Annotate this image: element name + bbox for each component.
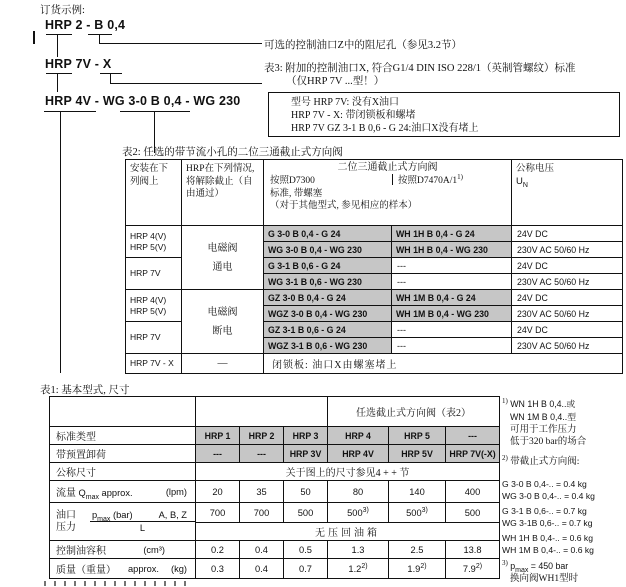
t2-model-cell: ---: [392, 338, 512, 354]
t2-model-cell: WH 1M B 0,4 - WG 230: [392, 306, 512, 322]
connector-line: [110, 73, 111, 83]
t1-row-label: 标准类型: [50, 427, 196, 445]
t1-value-cell: 0.5: [284, 541, 328, 559]
table-row: [126, 290, 623, 306]
t2-header-d7300: 按照D7300: [270, 175, 315, 186]
t1-type-cell: ---: [446, 427, 500, 445]
t2-header-d7470: 按照D7470A/1$^{1)}$: [398, 172, 463, 186]
t2-model-cell: WH 1H B 0,4 - G 24: [392, 226, 512, 242]
t1-empty-cell: [196, 397, 328, 427]
table3-note-line1: 表3: 附加的控制油口X, 符合G1/4 DIN ISO 228/1（英制管螺纹）标准: [264, 63, 576, 74]
table1-caption: 表1: 基本型式, 尺寸: [40, 385, 130, 396]
t1-value-cell: 0.3: [196, 559, 240, 579]
t1-type-cell: HRP 5V: [389, 445, 446, 463]
order-code-1: HRP 2 - B 0,4: [45, 18, 126, 32]
t2-model-cell: WH 1M B 0,4 - G 24: [392, 290, 512, 306]
connector-line: [57, 34, 58, 57]
t2-model-cell: WG 3-0 B 0,4 - WG 230: [264, 242, 392, 258]
t2-model-cell: WG 3-1 B 0,6 - WG 230: [264, 274, 392, 290]
t2-valve-group: HRP 4(V) HRP 5(V): [126, 290, 182, 322]
t2-model-cell: GZ 3-0 B 0,4 - G 24: [264, 290, 392, 306]
table-row: [50, 463, 500, 481]
table-row: [50, 445, 500, 463]
t2-mode-energized: 电磁阀 通电: [182, 226, 264, 290]
t1-value-cell: 2.5: [389, 541, 446, 559]
weight-line: WH 1H B 0,4-.. = 0.6 kg: [502, 533, 593, 543]
box-line-3: HRP 7V GZ 3-1 B 0,6 - G 24:油口X没有堵上: [291, 123, 479, 134]
margin-tick: [33, 31, 35, 44]
t2-mode-none: —: [182, 354, 264, 374]
t2-voltage-cell: 230V AC 50/60 Hz: [512, 242, 623, 258]
t1-value-cell: 500$^{3)}$: [328, 503, 389, 523]
t2-model-cell: ---: [392, 258, 512, 274]
t2-header-valve-types: [264, 160, 512, 226]
order-code-2: HRP 7V - X: [45, 57, 112, 71]
t1-value-cell: 0.4: [240, 541, 284, 559]
t1-row-label: 公称尺寸: [50, 463, 196, 481]
order-code-3: HRP 4V - WG 3-0 B 0,4 - WG 230: [45, 94, 241, 108]
t2-model-cell: WGZ 3-0 B 0,4 - WG 230: [264, 306, 392, 322]
footnote-3: $^{3)}$ $p_{max} = 450$ bar 换向阀WH1型时: [502, 558, 579, 584]
order-example-label: 订货示例:: [40, 5, 85, 16]
t2-header-line4: （对于其他型式, 参见相应的样本）: [270, 201, 418, 211]
t1-value-cell: 700: [240, 503, 284, 523]
t1-value-cell: 500: [284, 503, 328, 523]
t2-voltage-cell: 230V AC 50/60 Hz: [512, 306, 623, 322]
t2-model-cell: WGZ 3-1 B 0,6 - WG 230: [264, 338, 392, 354]
t1-value-cell: 500$^{3)}$: [389, 503, 446, 523]
t1-value-cell: 700: [196, 503, 240, 523]
connector-line: [46, 73, 72, 74]
t1-type-cell: HRP 1: [196, 427, 240, 445]
t1-type-cell: HRP 5: [389, 427, 446, 445]
t2-header-title: 二位三通截止式方向阀: [337, 162, 438, 173]
t1-type-cell: ---: [240, 445, 284, 463]
t2-model-cell: GZ 3-1 B 0,6 - G 24: [264, 322, 392, 338]
t2-header-voltage: 公称电压 $U_N$: [512, 160, 623, 226]
t2-voltage-cell: 24V DC: [512, 258, 623, 274]
t2-model-cell: G 3-1 B 0,6 - G 24: [264, 258, 392, 274]
t1-type-cell: HRP 4V: [328, 445, 389, 463]
connector-line: [88, 34, 112, 35]
t2-valve-group: HRP 4(V) HRP 5(V): [126, 226, 182, 258]
t1-row-label: 控制油容积 (cm³): [50, 541, 196, 559]
t1-type-cell: HRP 4: [328, 427, 389, 445]
table-row: [50, 397, 500, 427]
connector-line: [100, 73, 122, 74]
t1-tank-return-note: 无压回油箱: [196, 523, 500, 541]
t1-row-label: 流量 $Q_{max}$ approx. (lpm): [50, 481, 196, 503]
t2-voltage-cell: 24V DC: [512, 226, 623, 242]
t1-type-cell: HRP 7V(-X): [446, 445, 500, 463]
t1-value-cell: 0.7: [284, 559, 328, 579]
type-info-box: [268, 92, 620, 137]
t1-pressure-label: 油口 压力 $p_{max}$ (bar) A, B, Z L: [50, 503, 196, 541]
table-row: [50, 541, 500, 559]
t2-header-release-condition: HRP在下列情况, 将解除截止（自由通过）: [182, 160, 264, 226]
t1-value-cell: 500: [446, 503, 500, 523]
t1-value-cell: 1.9$^{2)}$: [389, 559, 446, 579]
connector-line: [57, 73, 58, 92]
t2-mode-deenergized: 电磁阀 断电: [182, 290, 264, 354]
t1-optional-valve-header: 任选截止式方向阀（表2）: [328, 397, 500, 427]
table-row: [50, 427, 500, 445]
connector-line: [110, 83, 262, 84]
weight-line: WH 1M B 0,4-.. = 0.6 kg: [502, 544, 594, 555]
t1-type-cell: ---: [196, 445, 240, 463]
table2-caption: 表2: 任选的带节流小孔的二位三通截止式方向阀: [122, 147, 343, 158]
t1-type-cell: HRP 3: [284, 427, 328, 445]
table-row: [50, 559, 500, 579]
t2-lock-plate-note: 闭锁板: 油口X由螺塞堵上: [264, 354, 623, 374]
t1-size-note: 关于图上的尺寸参见4 + + 节: [196, 463, 500, 481]
weight-line: WG 3-1B 0,6-.. = 0.7 kg: [502, 517, 593, 528]
connector-line: [99, 43, 262, 44]
weight-line: G 3-0 B 0,4-.. = 0.4 kg: [502, 479, 587, 489]
t2-model-cell: WH 1H B 0,4 - WG 230: [392, 242, 512, 258]
t2-voltage-cell: 230V AC 50/60 Hz: [512, 338, 623, 354]
t1-value-cell: 13.8: [446, 541, 500, 559]
t2-valve-group: HRP 7V: [126, 322, 182, 354]
t1-value-cell: 400: [446, 481, 500, 503]
footnote-2-weights: [502, 479, 626, 556]
t1-value-cell: 80: [328, 481, 389, 503]
t1-empty-cell: [50, 397, 196, 427]
t1-value-cell: 0.2: [196, 541, 240, 559]
t1-value-cell: 50: [284, 481, 328, 503]
t1-value-cell: 35: [240, 481, 284, 503]
table-row: [50, 503, 500, 523]
box-line-2: HRP 7V - X: 带闭锁板和螺堵: [291, 110, 416, 121]
t1-value-cell: 20: [196, 481, 240, 503]
table-row: [50, 481, 500, 503]
connector-line: [60, 111, 61, 373]
connector-line: [44, 111, 96, 112]
connector-line: [120, 111, 190, 112]
connector-line: [46, 34, 72, 35]
t2-voltage-cell: 24V DC: [512, 322, 623, 338]
t2-model-cell: G 3-0 B 0,4 - G 24: [264, 226, 392, 242]
t1-row-label: 质量（重量） approx. (kg): [50, 559, 196, 579]
t1-value-cell: 1.3: [328, 541, 389, 559]
t1-value-cell: 7.9$^{2)}$: [446, 559, 500, 579]
damping-hole-note: 可选的控制油口Z中的阻尼孔（参见3.2节）: [264, 40, 463, 51]
t2-model-cell: ---: [392, 322, 512, 338]
connector-line: [99, 34, 100, 43]
t1-value-cell: 0.4: [240, 559, 284, 579]
t1-row-label: 带预置卸荷: [50, 445, 196, 463]
t1-type-cell: HRP 3V: [284, 445, 328, 463]
t2-header-line3: 标准, 带螺塞: [270, 188, 323, 199]
t1-value-cell: 1.2$^{2)}$: [328, 559, 389, 579]
t2-valve-group: HRP 7V - X: [126, 354, 182, 374]
header-divider: [392, 174, 393, 185]
t2-voltage-cell: 230V AC 50/60 Hz: [512, 274, 623, 290]
table-row: [126, 354, 623, 374]
t2-voltage-cell: 24V DC: [512, 290, 623, 306]
box-line-1: 型号 HRP 7V: 没有X油口: [291, 97, 400, 108]
weight-line: WG 3-0 B 0,4-.. = 0.4 kg: [502, 490, 595, 501]
table1-basic-types: [49, 396, 500, 579]
t2-valve-group: HRP 7V: [126, 258, 182, 290]
footnote-2: $^{2)}$ 带截止式方向阀:: [502, 453, 580, 467]
footnote-1: $^{1)}$ WN 1H B 0,4..或 WN 1M B 0,4..型 可用于工作压力 低于320 bar的场合: [502, 396, 587, 447]
table-row: [126, 226, 623, 242]
clipped-text-fragment: [44, 581, 194, 586]
weight-line: G 3-1 B 0,6-.. = 0.7 kg: [502, 506, 587, 516]
table2-shutoff-valves: [125, 159, 623, 374]
t1-type-cell: HRP 2: [240, 427, 284, 445]
t2-header-mounted-on: 安装在下列阀上: [126, 160, 182, 226]
t2-model-cell: ---: [392, 274, 512, 290]
t1-value-cell: 140: [389, 481, 446, 503]
table3-note-line2: （仅HRP 7V ...型！）: [286, 76, 385, 87]
